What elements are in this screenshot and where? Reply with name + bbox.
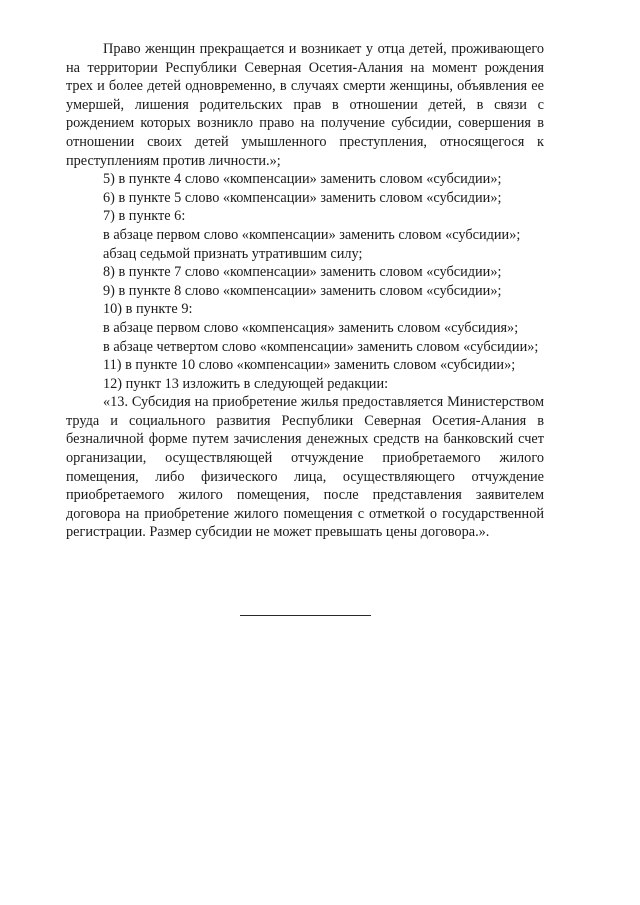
paragraph-item-6: 6) в пункте 5 слово «компенсации» заменить словом «субсидии»;: [103, 189, 502, 206]
closing-divider: [240, 615, 371, 616]
paragraph-item-7: 7) в пункте 6:: [103, 208, 186, 225]
paragraph-women-right: Право женщин прекращается и возникает у отца детей, проживающего на территории Республики Северная Осетия-Алания на момент рождения трех и более детей одновременно, в случаях смерти женщины, объявления ее умершей, лишения родительских прав в отношении детей, в связи с рождением которых возникло право на получение субсидии, совершения в отношении своих детей умышленного преступления, относящегося к преступлениям против личности.»;: [66, 41, 544, 169]
paragraph-item-8: 8) в пункте 7 слово «компенсации» заменить словом «субсидии»;: [103, 264, 502, 281]
paragraph-item-9: 9) в пункте 8 слово «компенсации» заменить словом «субсидии»;: [103, 282, 502, 299]
paragraph-item-7-seventh-abzac: абзац седьмой признать утратившим силу;: [103, 245, 363, 262]
paragraph-item-10: 10) в пункте 9:: [103, 301, 193, 318]
document-body: [66, 40, 544, 542]
paragraph-item-10-first-abzac: в абзаце первом слово «компенсация» заменить словом «субсидия»;: [103, 319, 519, 336]
paragraph-item-5: 5) в пункте 4 слово «компенсации» заменить словом «субсидии»;: [103, 171, 502, 188]
paragraph-item-11: 11) в пункте 10 слово «компенсации» заменить словом «субсидии»;: [103, 357, 516, 374]
paragraph-item-12: 12) пункт 13 изложить в следующей редакции:: [103, 375, 389, 392]
paragraph-item-7-first-abzac: в абзаце первом слово «компенсации» заменить словом «субсидии»;: [103, 226, 521, 243]
paragraph-item-10-fourth-abzac: в абзаце четвертом слово «компенсации» заменить словом «субсидии»;: [103, 338, 539, 355]
paragraph-new-point-13: «13. Субсидия на приобретение жилья предоставляется Министерством труда и социального развития Республики Северная Осетия-Алания в безналичной форме путем зачисления денежных средств на банковский счет организации, осуществляющей отчуждение приобретаемого жилого помещения, либо физического лица, осуществляющего отчуждение приобретаемого жилого помещения, после представления заявителем договора на приобретение жилого помещения с отметкой о государственной регистрации. Размер субсидии не может превышать цены договора.».: [66, 394, 544, 541]
